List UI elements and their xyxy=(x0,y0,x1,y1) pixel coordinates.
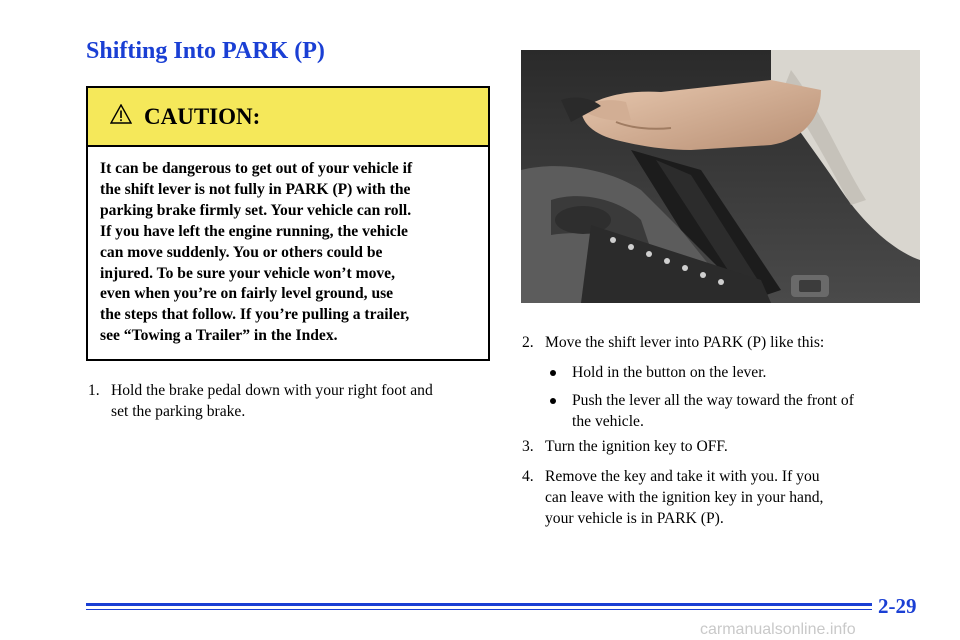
caution-line: the steps that follow. If you’re pulling a trailer, xyxy=(100,306,410,324)
page-title: Shifting Into PARK (P) xyxy=(86,38,325,64)
caution-line: parking brake firmly set. Your vehicle can roll. xyxy=(100,201,412,219)
caution-line: see “Towing a Trailer” in the Index. xyxy=(100,327,338,345)
step-4 xyxy=(522,466,922,529)
bullet-icon xyxy=(550,398,556,404)
bullet-2 xyxy=(550,390,920,432)
caution-line: even when you’re on fairly level ground, use xyxy=(100,285,394,303)
caution-text xyxy=(88,147,488,347)
bullet-1 xyxy=(550,362,920,383)
step-text: your vehicle is in PARK (P). xyxy=(545,510,724,527)
step-number: 4. xyxy=(522,468,534,485)
bullet-icon xyxy=(550,370,556,376)
shift-lever-photo xyxy=(521,50,920,303)
footer-rule-thin xyxy=(86,609,872,610)
step-1 xyxy=(88,380,488,422)
step-text: can leave with the ignition key in your hand, xyxy=(545,489,824,506)
bullet-text: Push the lever all the way toward the front of xyxy=(572,392,854,409)
step-text: Move the shift lever into PARK (P) like this: xyxy=(545,334,825,351)
caution-line: can move suddenly. You or others could be xyxy=(100,243,383,261)
step-text: Hold the brake pedal down with your right foot and xyxy=(111,382,433,399)
caution-box xyxy=(86,86,490,361)
step-text: Turn the ignition key to OFF. xyxy=(545,438,728,455)
step-3 xyxy=(522,436,922,457)
caution-line: It can be dangerous to get out of your vehicle if xyxy=(100,160,413,177)
bullet-text: the vehicle. xyxy=(572,413,644,430)
page-number: 2-29 xyxy=(878,594,917,618)
caution-heading: CAUTION: xyxy=(144,104,261,129)
watermark: carmanualsonline.info xyxy=(700,621,856,638)
step-2 xyxy=(522,332,922,353)
warning-triangle-icon xyxy=(110,104,132,124)
caution-line: injured. To be sure your vehicle won’t move, xyxy=(100,264,395,282)
step-text: set the parking brake. xyxy=(111,403,246,420)
bullet-text: Hold in the button on the lever. xyxy=(572,364,767,381)
caution-header xyxy=(88,88,488,147)
step-number: 2. xyxy=(522,334,534,351)
footer-rule xyxy=(86,603,872,606)
caution-line: the shift lever is not fully in PARK (P) with the xyxy=(100,180,411,198)
caution-line: If you have left the engine running, the vehicle xyxy=(100,222,408,240)
step-number: 1. xyxy=(88,382,100,399)
step-number: 3. xyxy=(522,438,534,455)
step-text: Remove the key and take it with you. If you xyxy=(545,468,820,485)
